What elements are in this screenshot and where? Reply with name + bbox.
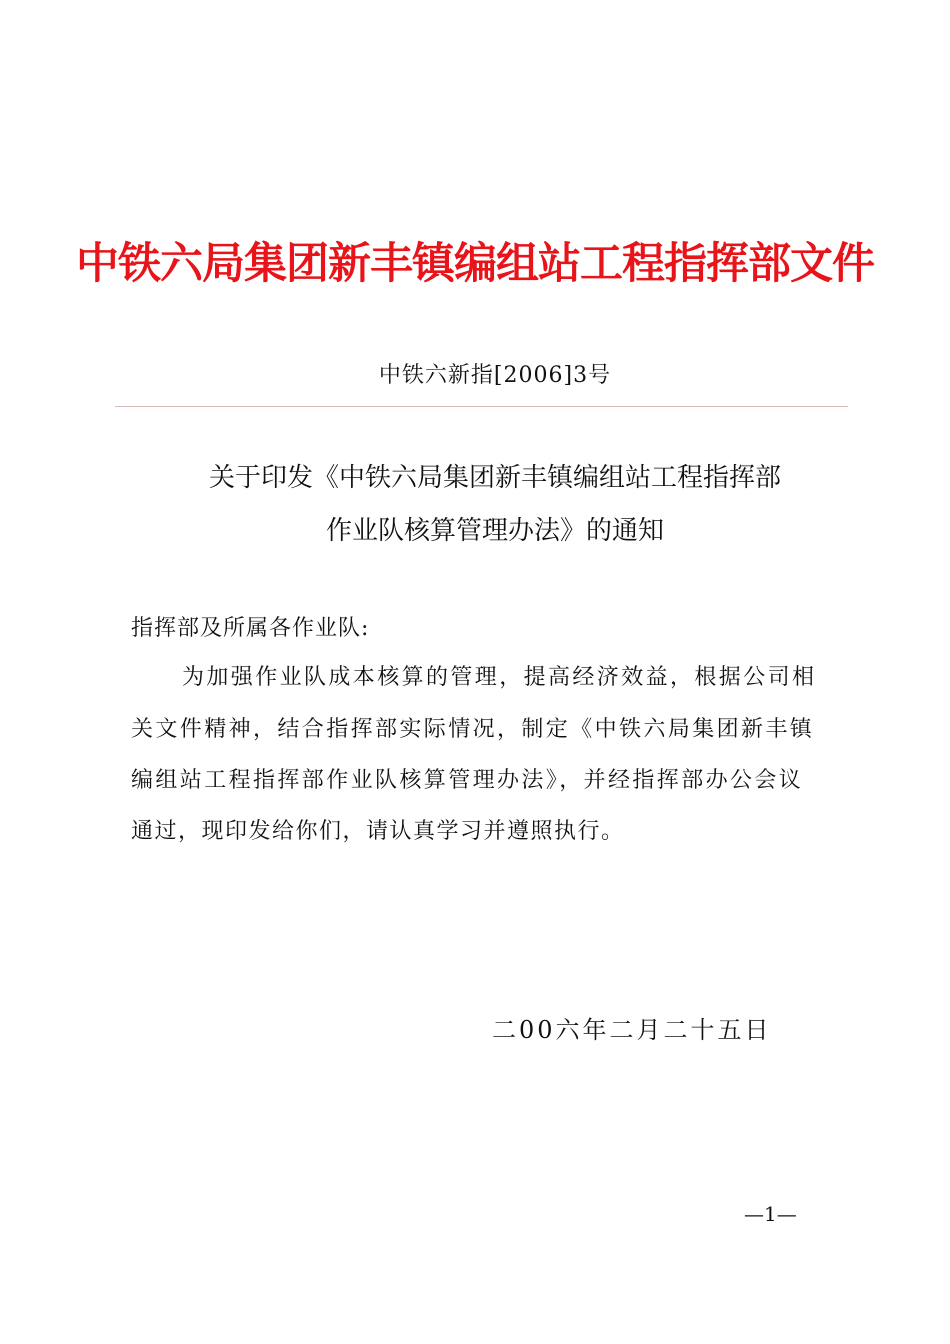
body-paragraph-line: 为加强作业队成本核算的管理，提高经济效益，根据公司相 xyxy=(182,665,817,690)
body-paragraph-line: 关文件精神，结合指挥部实际情况，制定《中铁六局集团新丰镇 xyxy=(131,717,815,742)
issue-date: 二00六年二月二十五日 xyxy=(492,1016,772,1044)
header-divider xyxy=(115,406,848,407)
page-number: —1— xyxy=(744,1202,797,1226)
notice-title-line-2: 作业队核算管理办法》的通知 xyxy=(325,516,664,546)
body-paragraph-line: 通过，现印发给你们，请认真学习并遵照执行。 xyxy=(131,819,625,844)
document-header-title: 中铁六局集团新丰镇编组站工程指挥部文件 xyxy=(76,239,874,289)
body-paragraph-line: 编组站工程指挥部作业队核算管理办法》，并经指挥部办公会议 xyxy=(131,768,804,793)
notice-title-line-1: 关于印发《中铁六局集团新丰镇编组站工程指挥部 xyxy=(208,463,781,493)
document-number: 中铁六新指[2006]3号 xyxy=(378,363,612,388)
salutation: 指挥部及所属各作业队: xyxy=(131,616,370,641)
